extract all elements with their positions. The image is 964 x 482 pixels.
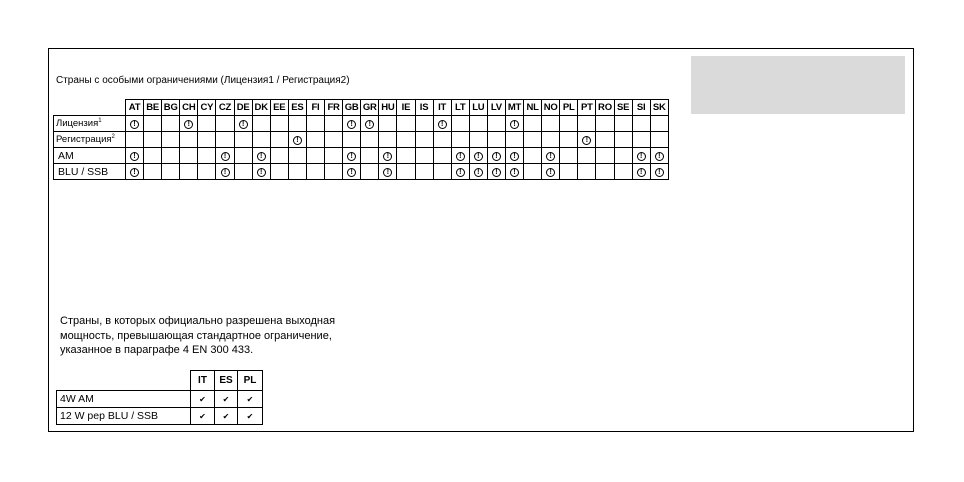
mark-cell <box>542 116 560 132</box>
country-header: NL <box>524 100 542 116</box>
mark-cell <box>288 164 306 180</box>
mark-cell <box>632 164 650 180</box>
country-header: LT <box>451 100 469 116</box>
mark-cell <box>433 164 451 180</box>
power-row <box>57 391 263 408</box>
check-cell <box>238 408 263 425</box>
mark-cell <box>469 164 487 180</box>
country-header: FI <box>306 100 324 116</box>
restriction-row <box>54 164 669 180</box>
header-corner <box>57 371 191 391</box>
mark-cell <box>487 148 505 164</box>
country-header: CY <box>198 100 216 116</box>
mark-cell <box>614 164 632 180</box>
restrictions-header-row <box>54 100 669 116</box>
mark-cell <box>415 132 433 148</box>
restriction-mark-icon: ! <box>456 168 465 177</box>
restriction-mark-icon: ! <box>383 168 392 177</box>
country-header: IT <box>433 100 451 116</box>
mark-cell <box>198 116 216 132</box>
mark-cell <box>469 148 487 164</box>
country-header: PL <box>560 100 578 116</box>
mark-cell <box>270 148 288 164</box>
country-header: IS <box>415 100 433 116</box>
mark-cell <box>650 148 668 164</box>
mark-cell <box>126 164 144 180</box>
mark-cell <box>578 148 596 164</box>
mark-cell <box>487 116 505 132</box>
power-country-header: PL <box>238 371 263 391</box>
mark-cell <box>379 164 397 180</box>
mark-cell <box>361 148 379 164</box>
mark-cell <box>180 116 198 132</box>
country-header: IE <box>397 100 415 116</box>
mark-cell <box>126 132 144 148</box>
restriction-mark-icon: ! <box>637 168 646 177</box>
country-header: SI <box>632 100 650 116</box>
mark-cell <box>451 132 469 148</box>
checkmark-icon: ✔ <box>222 395 230 404</box>
mark-cell <box>162 148 180 164</box>
mark-cell <box>270 164 288 180</box>
power-row-label: 12 W pep BLU / SSB <box>57 408 191 425</box>
mark-cell <box>252 164 270 180</box>
mark-cell <box>415 148 433 164</box>
mark-cell <box>632 132 650 148</box>
mark-cell <box>505 132 523 148</box>
power-row <box>57 408 263 425</box>
country-header: CZ <box>216 100 234 116</box>
restriction-mark-icon: ! <box>456 152 465 161</box>
mark-cell <box>596 148 614 164</box>
mark-cell <box>361 132 379 148</box>
mark-cell <box>524 116 542 132</box>
mark-cell <box>596 132 614 148</box>
country-header: LU <box>469 100 487 116</box>
mark-cell <box>397 148 415 164</box>
power-country-header: ES <box>215 371 238 391</box>
mark-cell <box>379 116 397 132</box>
country-header: AT <box>126 100 144 116</box>
country-header: BE <box>144 100 162 116</box>
mark-cell <box>325 116 343 132</box>
restriction-mark-icon: ! <box>546 168 555 177</box>
mark-cell <box>343 164 361 180</box>
mark-cell <box>288 148 306 164</box>
restriction-mark-icon: ! <box>347 120 356 129</box>
mark-cell <box>126 148 144 164</box>
country-header: DK <box>252 100 270 116</box>
mark-cell <box>505 164 523 180</box>
restriction-mark-icon: ! <box>365 120 374 129</box>
mark-cell <box>180 132 198 148</box>
restriction-mark-icon: ! <box>438 120 447 129</box>
checkmark-icon: ✔ <box>199 412 206 421</box>
restriction-mark-icon: ! <box>510 120 519 129</box>
mark-cell <box>415 116 433 132</box>
restriction-mark-icon: ! <box>492 152 501 161</box>
mark-cell <box>252 116 270 132</box>
mark-cell <box>650 164 668 180</box>
mark-cell <box>632 116 650 132</box>
mark-cell <box>361 164 379 180</box>
mark-cell <box>270 116 288 132</box>
paragraph-line: Страны, в которых официально разрешена выходная <box>60 315 336 327</box>
restriction-mark-icon: ! <box>383 152 392 161</box>
mark-cell <box>252 132 270 148</box>
country-header: BG <box>162 100 180 116</box>
mark-cell <box>144 148 162 164</box>
country-header: RO <box>596 100 614 116</box>
paragraph-line: мощность, превышающая стандартное ограничение, <box>60 329 332 342</box>
country-header: DE <box>234 100 252 116</box>
restriction-mark-icon: ! <box>492 168 501 177</box>
mark-cell <box>632 148 650 164</box>
header-corner <box>54 100 126 116</box>
mark-cell <box>397 116 415 132</box>
checkmark-icon: ✔ <box>199 395 206 404</box>
mark-cell <box>487 132 505 148</box>
mark-cell <box>198 164 216 180</box>
power-row-label: 4W AM <box>57 391 191 408</box>
mark-cell <box>180 164 198 180</box>
restriction-mark-icon: ! <box>510 168 519 177</box>
mark-cell <box>216 132 234 148</box>
country-header: FR <box>325 100 343 116</box>
mark-cell <box>325 132 343 148</box>
mark-cell <box>288 132 306 148</box>
mark-cell <box>162 116 180 132</box>
restriction-mark-icon: ! <box>257 168 266 177</box>
restrictions-table <box>53 99 669 180</box>
power-header-row <box>57 371 263 391</box>
restriction-mark-icon: ! <box>510 152 519 161</box>
mark-cell <box>560 164 578 180</box>
mark-cell <box>162 132 180 148</box>
restriction-mark-icon: ! <box>257 152 266 161</box>
mark-cell <box>379 132 397 148</box>
power-country-header: IT <box>191 371 215 391</box>
mark-cell <box>451 164 469 180</box>
restriction-mark-icon: ! <box>130 168 139 177</box>
mark-cell <box>343 116 361 132</box>
restriction-mark-icon: ! <box>221 168 230 177</box>
restriction-mark-icon: ! <box>293 136 302 145</box>
mark-cell <box>596 116 614 132</box>
mark-cell <box>180 148 198 164</box>
mark-cell <box>343 148 361 164</box>
mark-cell <box>451 148 469 164</box>
restriction-mark-icon: ! <box>655 152 664 161</box>
checkmark-icon: ✔ <box>222 412 230 421</box>
mark-cell <box>650 116 668 132</box>
mark-cell <box>198 132 216 148</box>
restriction-mark-icon: ! <box>221 152 230 161</box>
mark-cell <box>433 148 451 164</box>
mark-cell <box>234 132 252 148</box>
mark-cell <box>433 132 451 148</box>
mark-cell <box>524 148 542 164</box>
restriction-row <box>54 148 669 164</box>
mark-cell <box>542 132 560 148</box>
restriction-mark-icon: ! <box>347 168 356 177</box>
restriction-mark-icon: ! <box>184 120 193 129</box>
restriction-mark-icon: ! <box>655 168 664 177</box>
country-header: ES <box>288 100 306 116</box>
country-header: NO <box>542 100 560 116</box>
power-paragraph <box>60 314 420 358</box>
mark-cell <box>542 148 560 164</box>
mark-cell <box>469 132 487 148</box>
mark-cell <box>361 116 379 132</box>
restriction-mark-icon: ! <box>239 120 248 129</box>
mark-cell <box>650 132 668 148</box>
mark-cell <box>415 164 433 180</box>
mark-cell <box>487 164 505 180</box>
restriction-mark-icon: ! <box>474 152 483 161</box>
mark-cell <box>560 148 578 164</box>
mark-cell <box>560 132 578 148</box>
mark-cell <box>451 116 469 132</box>
mark-cell <box>216 148 234 164</box>
mark-cell <box>144 164 162 180</box>
country-header: GB <box>343 100 361 116</box>
check-cell <box>215 391 238 408</box>
check-cell <box>191 408 215 425</box>
mark-cell <box>379 148 397 164</box>
restriction-mark-icon: ! <box>474 168 483 177</box>
mark-cell <box>596 164 614 180</box>
checkmark-icon: ✔ <box>246 395 254 404</box>
mark-cell <box>270 132 288 148</box>
country-header: MT <box>505 100 523 116</box>
row-label: Регистрация$^2$ <box>54 132 126 148</box>
restriction-mark-icon: ! <box>130 152 139 161</box>
mark-cell <box>578 116 596 132</box>
mark-cell <box>505 148 523 164</box>
mark-cell <box>325 148 343 164</box>
mark-cell <box>234 148 252 164</box>
check-cell <box>215 408 238 425</box>
mark-cell <box>234 164 252 180</box>
mark-cell <box>578 132 596 148</box>
mark-cell <box>469 116 487 132</box>
restriction-row <box>54 116 669 132</box>
mark-cell <box>288 116 306 132</box>
restriction-row <box>54 132 669 148</box>
power-table <box>56 370 263 425</box>
restriction-mark-icon: ! <box>582 136 591 145</box>
restriction-mark-icon: ! <box>347 152 356 161</box>
mark-cell <box>306 164 324 180</box>
country-header: LV <box>487 100 505 116</box>
mark-cell <box>560 116 578 132</box>
country-header: EE <box>270 100 288 116</box>
mark-cell <box>433 116 451 132</box>
mark-cell <box>216 116 234 132</box>
country-header: SE <box>614 100 632 116</box>
mark-cell <box>578 164 596 180</box>
mark-cell <box>126 116 144 132</box>
mark-cell <box>306 116 324 132</box>
mark-cell <box>614 132 632 148</box>
mark-cell <box>252 148 270 164</box>
country-header: HU <box>379 100 397 116</box>
country-header: PT <box>578 100 596 116</box>
country-header: CH <box>180 100 198 116</box>
mark-cell <box>397 132 415 148</box>
mark-cell <box>198 148 216 164</box>
mark-cell <box>542 164 560 180</box>
paragraph-line: указанное в параграфе 4 EN 300 433. <box>60 344 254 356</box>
check-cell <box>191 391 215 408</box>
mark-cell <box>216 164 234 180</box>
grey-label-area <box>691 56 905 114</box>
mark-cell <box>524 164 542 180</box>
mark-cell <box>306 132 324 148</box>
mark-cell <box>397 164 415 180</box>
mark-cell <box>614 116 632 132</box>
row-label: BLU / SSB <box>54 164 126 180</box>
check-cell <box>238 391 263 408</box>
row-label: Лицензия$^1$ <box>54 116 126 132</box>
country-header: SK <box>650 100 668 116</box>
mark-cell <box>325 164 343 180</box>
restriction-mark-icon: ! <box>637 152 646 161</box>
checkmark-icon: ✔ <box>246 412 254 421</box>
mark-cell <box>162 164 180 180</box>
mark-cell <box>343 132 361 148</box>
row-label: AM <box>54 148 126 164</box>
country-header: GR <box>361 100 379 116</box>
mark-cell <box>144 116 162 132</box>
mark-cell <box>524 132 542 148</box>
mark-cell <box>614 148 632 164</box>
mark-cell <box>234 116 252 132</box>
mark-cell <box>144 132 162 148</box>
mark-cell <box>306 148 324 164</box>
mark-cell <box>505 116 523 132</box>
restrictions-title: Страны с особыми ограничениями (Лицензия1 / Регистрация2) <box>56 75 350 86</box>
restriction-mark-icon: ! <box>546 152 555 161</box>
restriction-mark-icon: ! <box>130 120 139 129</box>
